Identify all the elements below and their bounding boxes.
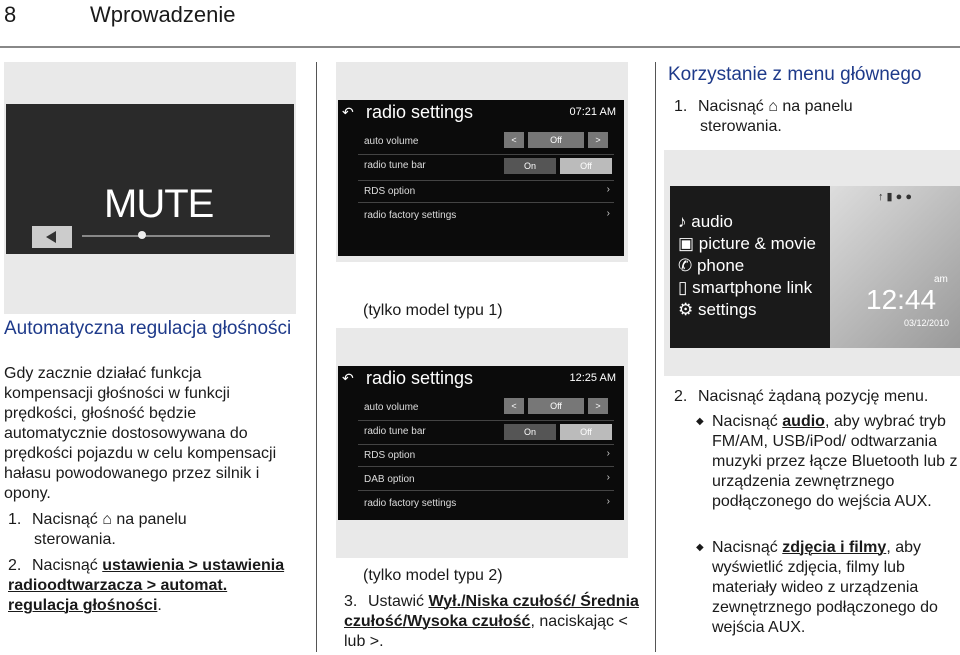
volume-knob <box>138 231 146 239</box>
left-arrow-button: < <box>504 132 524 148</box>
clock-time: 12:44 <box>866 284 937 315</box>
menu-item-audio: ♪ audio <box>678 212 733 231</box>
menu-item-phone: ✆ phone <box>678 256 745 275</box>
chevron-right-icon: › <box>606 184 610 195</box>
screen-title: radio settings <box>366 102 474 122</box>
right-arrow-button: > <box>588 398 608 414</box>
row-auto-volume: auto volume <box>364 402 419 413</box>
row-rds-option: RDS option <box>364 450 416 461</box>
status-icons: ↑ ▮ ● ● <box>878 191 913 203</box>
bullet-audio: ◆ Nacisnąć audio, aby wybrać tryb FM/AM, USB/iPod/ odtwarzania muzyki przez łącze Bluetooth lub z urządzenia zewnętrznego podłączonego do wejścia AUX. <box>696 412 960 512</box>
step-1-left: 1. Nacisnąć ⌂ na panelu sterowania. <box>8 511 187 548</box>
row-rds-option: RDS option <box>364 186 416 197</box>
radio-settings-screen-1 <box>338 100 624 256</box>
section-heading-auto-volume: Automatyczna regulacja głośności <box>4 318 292 339</box>
screen-time: 12:25 AM <box>569 372 616 384</box>
auto-volume-description: Gdy zacznie działać funkcja kompensacji głośności w funkcji prędkości, głośność będzie automatycznie dostosowywana do prędkości pojazdu w celu kompensacji hałasu powodowanego przez silnik i opony. <box>4 365 277 502</box>
page-header <box>0 0 960 48</box>
off-value: Off <box>528 398 584 414</box>
chevron-right-icon: › <box>606 208 610 219</box>
back-arrow-icon: ↶ <box>342 370 354 386</box>
off-value: Off <box>528 132 584 148</box>
row-radio-factory-settings: radio factory settings <box>364 210 457 221</box>
clock-ampm: am <box>934 274 948 285</box>
section-heading-main-menu: Korzystanie z menu głównego <box>668 64 922 85</box>
clock-date: 03/12/2010 <box>904 318 950 328</box>
left-arrow-button: < <box>504 398 524 414</box>
row-dab-option: DAB option <box>364 474 415 485</box>
step-1-right: 1. Nacisnąć ⌂ na panelu sterowania. <box>674 98 853 135</box>
back-arrow-icon: ↶ <box>342 104 354 120</box>
column-divider <box>316 62 317 652</box>
on-button: On <box>504 158 556 174</box>
row-radio-factory-settings: radio factory settings <box>364 498 457 509</box>
chevron-right-icon: › <box>606 448 610 459</box>
right-arrow-button: > <box>588 132 608 148</box>
row-radio-tune-bar: radio tune bar <box>364 160 426 171</box>
page-number: 8 <box>4 2 17 27</box>
page-title: Wprowadzenie <box>90 2 236 27</box>
home-icon: ⌂ <box>102 511 112 528</box>
chevron-right-icon: › <box>606 496 610 507</box>
speaker-icon <box>32 226 72 248</box>
screen-time: 07:21 AM <box>569 106 616 118</box>
menu-item-picture-movie: ▣ picture & movie <box>678 234 816 253</box>
off-button: Off <box>560 158 612 174</box>
row-radio-tune-bar: radio tune bar <box>364 426 426 437</box>
menu-item-smartphone-link: ▯ smartphone link <box>678 278 813 297</box>
screen-title: radio settings <box>366 368 474 388</box>
radio-settings-screen-2 <box>338 366 624 520</box>
mute-label: MUTE <box>104 182 214 226</box>
home-menu-screen <box>670 186 960 348</box>
volume-slider <box>82 235 270 237</box>
caption-model-1: (tylko model typu 1) <box>363 302 503 319</box>
caption-model-2: (tylko model typu 2) <box>363 567 503 584</box>
off-button: Off <box>560 424 612 440</box>
bullet-pictures-movies: ◆ Nacisnąć zdjęcia i filmy, aby wyświetlić zdjęcia, filmy lub materiały wideo z urządzenia zewnętrznego podłączonego do wejścia AUX. <box>696 538 960 638</box>
column-divider <box>655 62 656 652</box>
mute-screen <box>6 104 294 254</box>
step-2-right: 2. Nacisnąć żądaną pozycję menu. <box>674 388 929 405</box>
menu-item-settings: ⚙ settings <box>678 300 757 319</box>
home-icon: ⌂ <box>768 98 778 115</box>
step-2-left: 2. Nacisnąć ustawienia > ustawienia radioodtwarzacza > automat. regulacja głośności. <box>8 557 285 614</box>
step-3-middle: 3. Ustawić Wył./Niska czułość/ Średnia czułość/Wysoka czułość, naciskając < lub >. <box>344 593 639 650</box>
on-button: On <box>504 424 556 440</box>
row-auto-volume: auto volume <box>364 136 419 147</box>
chevron-right-icon: › <box>606 472 610 483</box>
